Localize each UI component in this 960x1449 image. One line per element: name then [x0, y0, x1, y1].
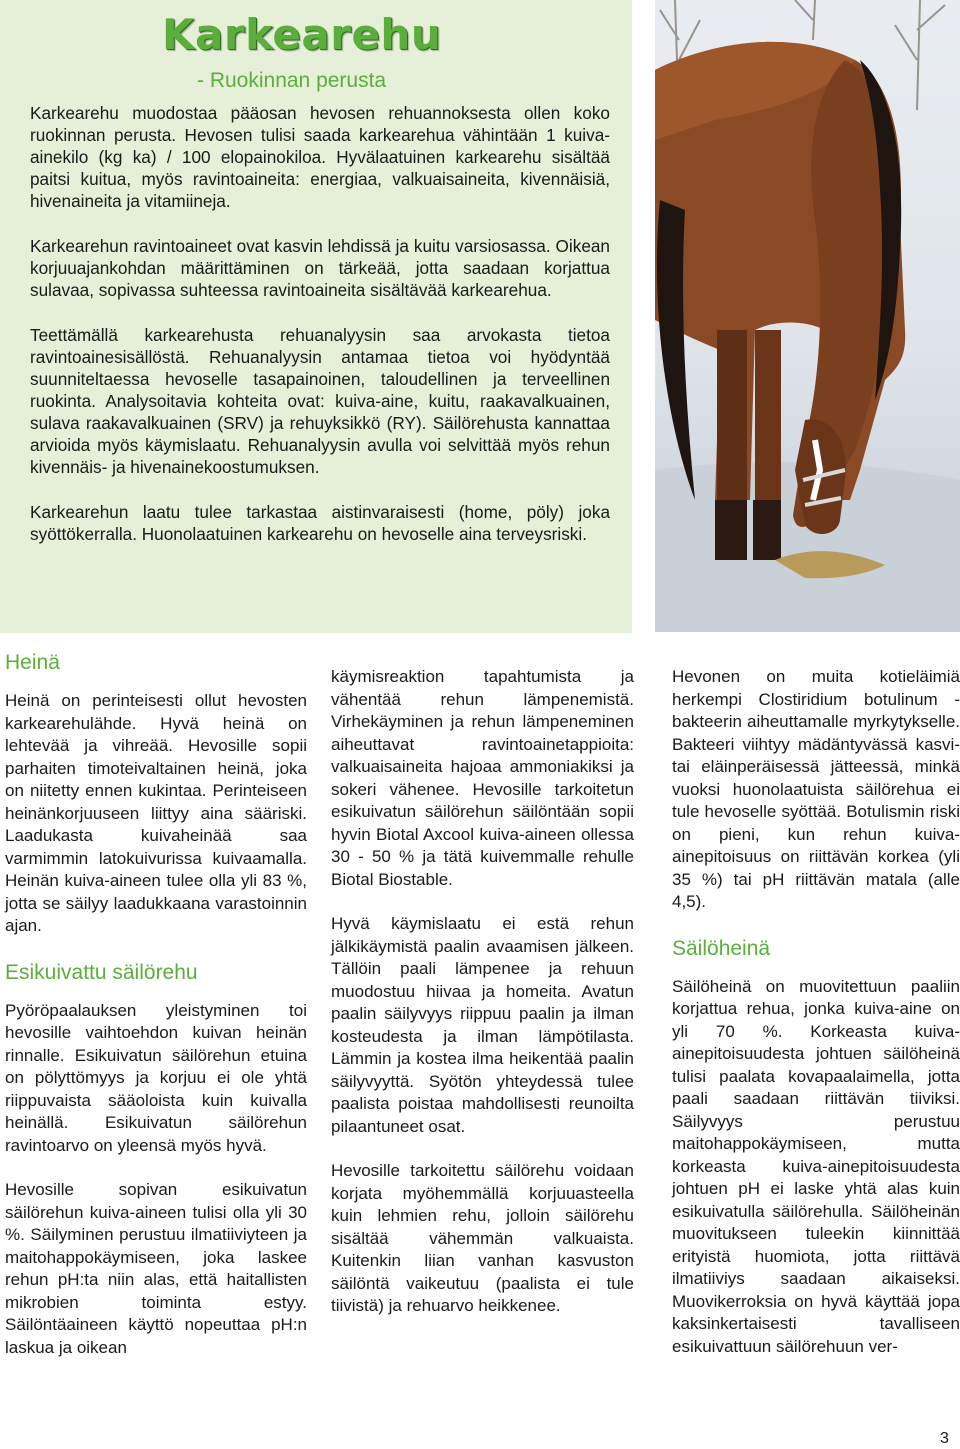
paragraph: Hevosille tarkoitettu säilörehu voidaan korjata myöhemmällä korjuuasteella kuin lehmien rehu, jolloin säilörehu sisältää vähemmän valkuaista. Kuitenkin liian vanhan kasvuston säilöntä vaikeutuu (paalista ei tule tiivistä) ja rehuarvo heikkenee.	[331, 1161, 634, 1315]
intro-box	[0, 0, 632, 633]
intro-paragraph: Karkearehu muodostaa pääosan hevosen rehuannoksesta ollen koko ruokinnan perusta. Hevosen tulisi saada karkearehua vähintään 1 kuiva-ainekilo (kg ka) / 100 elopainokiloa. Hyvälaatuinen karkearehu sisältää paitsi kuitua, myös ravintoaineita: energiaa, valkuaisaineita, kivennäisiä, hivenaineita ja vitamiineja.	[30, 103, 610, 211]
section-heading-sailoheina: Säilöheinä	[672, 936, 771, 960]
intro-paragraph: Karkearehun laatu tulee tarkastaa aistinvaraisesti (home, pöly) joka syöttökerralla. Huonolaatuinen karkearehu on hevoselle aina terveysriski.	[30, 502, 610, 544]
column-1	[5, 650, 307, 1381]
intro-paragraph: Teettämällä karkearehusta rehuanalyysin saa arvokasta tietoa ravintoainesisällöstä. Rehuanalyysin antamaa tietoa voi hyödyntää suunniteltaessa hevoselle tasapainoinen, taloudellinen ja terveellinen ruokinta. Analysoitavia kohteita ovat: kuiva-aine, kuitu, raakavalkuainen, sulava raakavalkuainen (SRV) ja rehuyksikkö (RY). Säilörehusta kannattaa arvioida myös käymislaatu. Rehuanalyysin avulla voi selvittää myös rehun kivennäis- ja hivenainekoostumuksen.	[30, 325, 610, 477]
paragraph: Hevonen on muita kotieläimiä herkempi Clostiridium botulinum -bakteerin aiheuttamalle myrkytykselle. Bakteeri viihtyy mädäntyvässä kasvi- tai eläinperäisessä jätteessä, minkä vuoksi huonolaatuista säilörehua ei tule hevoselle syöttää. Botulismin riski on pieni, kun rehun kuiva-ainepitoisuus on riittävän korkea (yli 35 %) tai pH riittävän matala (alle 4,5).	[672, 667, 960, 911]
column-3	[672, 666, 960, 1380]
paragraph: Pyöröpaalauksen yleistyminen toi hevosille vaihtoehdon kuivan heinän rinnalle. Esikuivatun säilörehun etuina on pölyttömyys ja korjuu ei ole yhtä riippuvaista sääoloista kuin kuivalla heinällä. Esikuivatun säilörehun ravintoarvo on yleensä myös hyvä.	[5, 1000, 307, 1155]
horse-hoof	[753, 500, 781, 560]
paragraph: käymisreaktion tapahtumista ja vähentää rehun lämpenemistä. Virhekäyminen ja rehun lämpeneminen aiheuttavat ravintoainetappioita: valkuaisaineita hajoaa ammoniakiksi ja sokeri vähenee. Hevosille tarkoitetun esikuivatun säilörehun säilöntään sopii hyvin Biotal Axcool kuiva-aineen ollessa 30 - 50 % ja tätä kuivemmalle rehulle Biotal Biostable.	[331, 667, 634, 889]
paragraph: Säilöheinä on muovitettuun paaliin korjattua rehua, jonka kuiva-aine on yli 70 %. Korkeasta kuiva-ainepitoisuudesta johtuen säilöheinä tulisi paalata kovapaalaimella, jotta paali saadaan riittävän tiiviksi. Säilyvyys perustuu maitohappokäymiseen, mutta korkeasta kuiva-ainepitoisuudesta johtuen pH ei laske yhtä alas kuin esikuivatulla säilörehulla. Säilöheinän muovitukseen tuleekin kiinnittää erityistä huomiota, jotta riittävä ilmatiiviys saadaan aikaiseksi. Muovikerroksia on hyvä käyttää jopa kaksinkertaisesti tavalliseen esikuivattuun säilörehuun ver-	[672, 976, 960, 1356]
section-heading-heina: Heinä	[5, 651, 60, 674]
paragraph: Hyvä käymislaatu ei estä rehun jälkikäymistä paalin avaamisen jälkeen. Tällöin paali lämpenee ja rehuun muodostuu hiivaa ja homeita. Avatun paalin säilyvyys riippuu paalin ja ilman kosteudesta ja ilman lämpötilasta. Lämmin ja kostea ilma heikentää paalin säilyvyyttä. Syötön yhteydessä tulee paalista poistaa mahdollisesti reunoilta pilaantuneet osat.	[331, 914, 634, 1136]
paragraph: Hevosille sopivan esikuivatun säilörehun kuiva-aineen tulisi olla yli 30 %. Säilyminen perustuu ilmatiiviyteen ja maitohappokäymiseen, joka laskee rehun pH:ta niin alas, että haitallisten mikrobien toiminta estyy. Säilöntäaineen käyttö nopeuttaa pH:n laskua ja oikean	[5, 1180, 307, 1357]
horse-hoof	[715, 500, 747, 560]
page-title: Karkearehu	[162, 10, 442, 59]
column-2	[331, 666, 634, 1340]
section-heading-esikuivattu: Esikuivattu säilörehu	[5, 960, 198, 984]
page-subtitle: - Ruokinnan perusta	[197, 69, 387, 92]
horse-grazing-photo	[655, 0, 960, 632]
intro-paragraph: Karkearehun ravintoaineet ovat kasvin lehdissä ja kuitu varsiosassa. Oikean korjuuajankohdan määrittäminen on tärkeää, jotta saadaan korjattua sulavaa, sopivassa suhteessa ravintoaineita sisältävää karkearehua.	[30, 236, 610, 300]
horse-illustration	[655, 0, 960, 632]
intro-text	[30, 102, 610, 568]
paragraph: Heinä on perinteisesti ollut hevosten karkearehulähde. Hyvä heinä on lehtevää ja vihreää. Hevosille sopii parhaiten timoteivaltainen heinä, joka on niitetty ennen kukintaa. Perinteiseen heinänkorjuuseen liittyy aina sääriski. Laadukasta kuivaheinää saa varmimmin latokuivurissa kuivaamalla. Heinän kuiva-aineen tulee olla yli 83 %, jotta se säilyy laadukkaana varastoinnin ajan.	[5, 691, 307, 935]
page-number: 3	[940, 1430, 949, 1447]
